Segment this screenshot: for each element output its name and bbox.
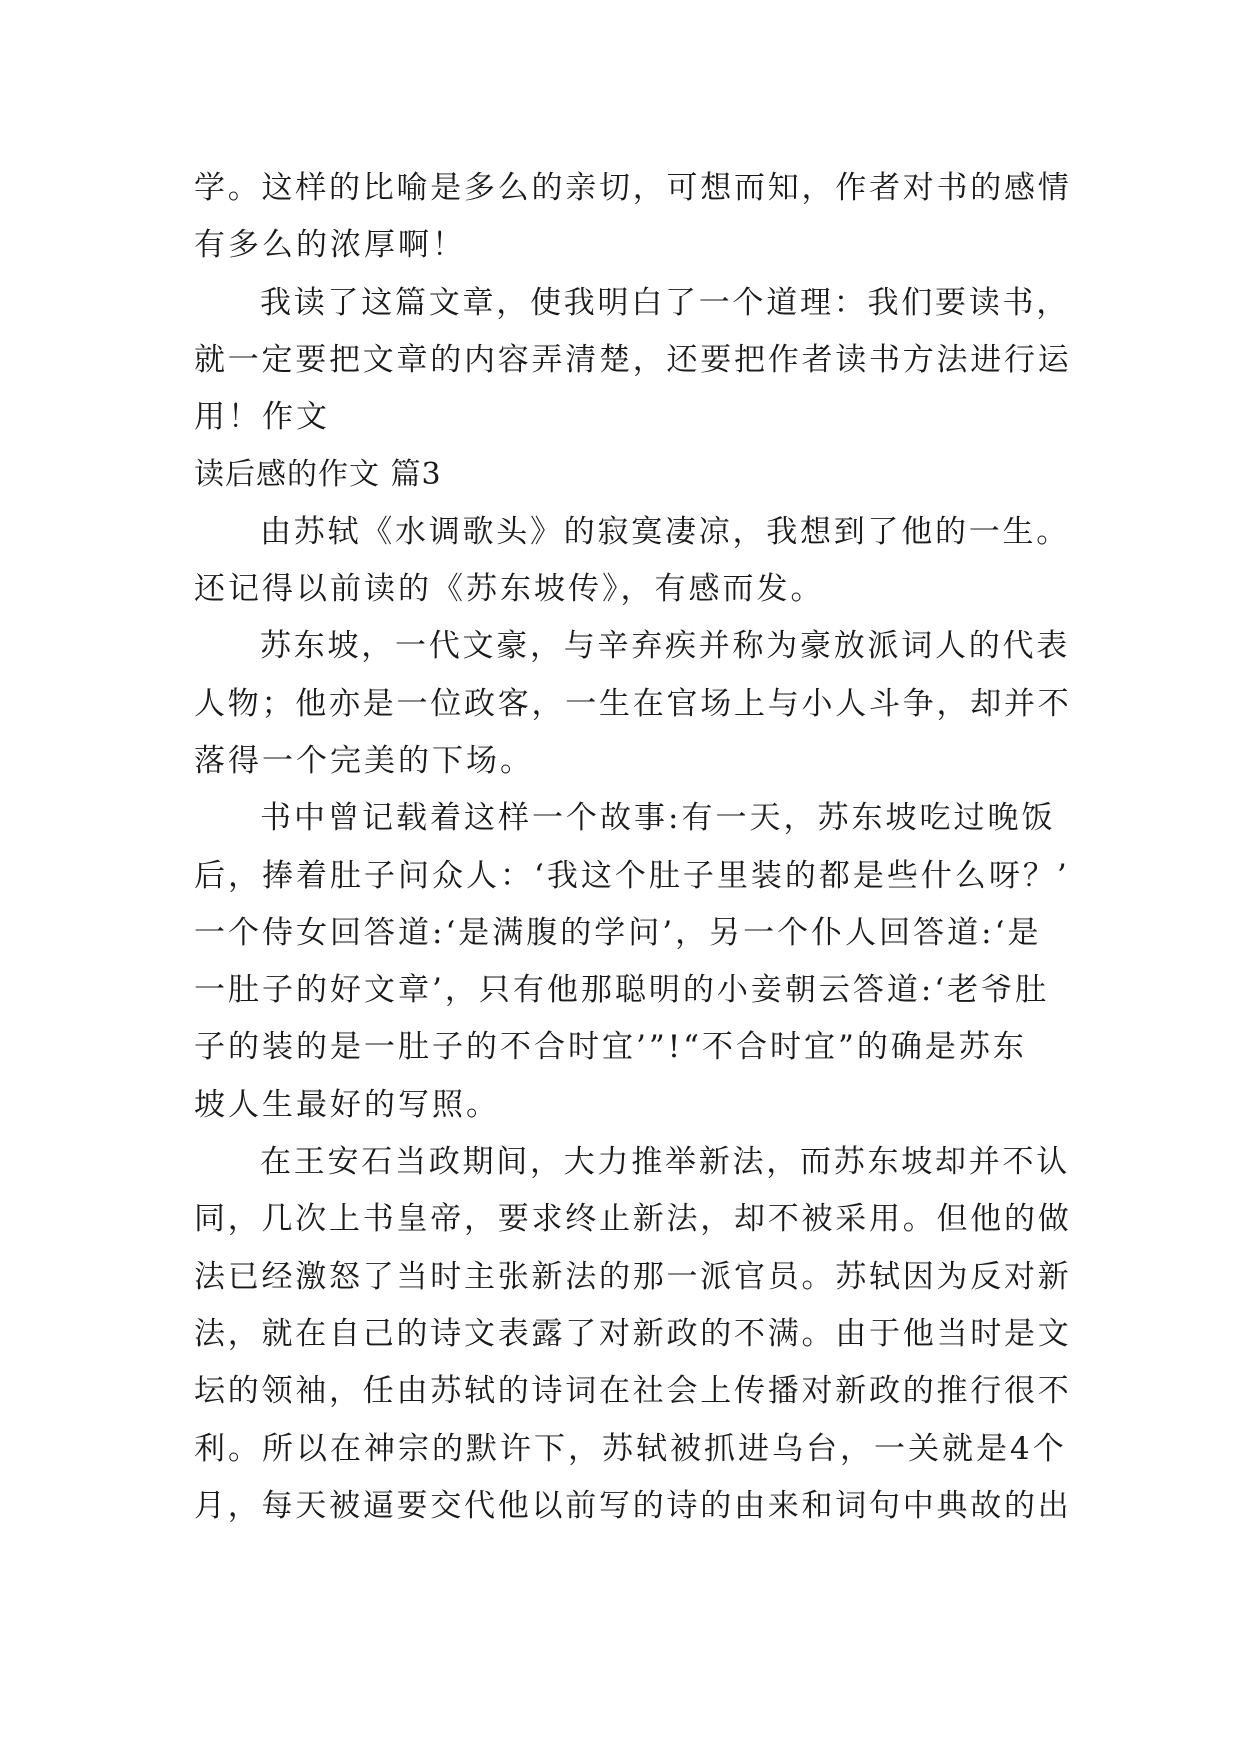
text-line: 就一定要把文章的内容弄清楚，还要把作者读书方法进行运	[194, 341, 1072, 378]
text-line: 学。这样的比喻是多么的亲切，可想而知，作者对书的感情	[194, 170, 1072, 206]
text-line: 子的装的是一肚子的不合时宜’”!“不合时宜”的确是苏东	[194, 1029, 1027, 1066]
text-line: 坛的领袖，任由苏轼的诗词在社会上传播对新政的推行很不	[194, 1373, 1072, 1410]
text-line: 月，每天被逼要交代他以前写的诗的由来和词句中典故的出	[194, 1487, 1072, 1524]
text-line: 还记得以前读的《苏东坡传》，有感而发。	[194, 571, 825, 608]
text-line: 苏东坡，一代文豪，与辛弃疾并称为豪放派词人的代表	[260, 628, 1070, 665]
text-line: 利。所以在神宗的默许下，苏轼被抓进乌台，一关就是4个	[194, 1430, 1067, 1467]
section-heading: 读后感的作文 篇3	[194, 457, 442, 493]
document-body	[194, 160, 1074, 1535]
text-line: 一个侍女回答道:‘是满腹的学问’，另一个仆人回答道:‘是	[194, 914, 1042, 951]
text-line: 由苏轼《水调歌头》的寂寞凄凉，我想到了他的一生。	[260, 513, 1070, 550]
text-line: 法，就在自己的诗文表露了对新政的不满。由于他当时是文	[194, 1315, 1072, 1352]
text-line: 法已经激怒了当时主张新法的那一派官员。苏轼因为反对新	[194, 1258, 1072, 1295]
text-line: 落得一个完美的下场。	[194, 742, 534, 779]
text-line: 一肚子的好文章’，只有他那聪明的小妾朝云答道:‘老爷肚	[194, 972, 1050, 1009]
text-line: 有多么的浓厚啊！	[194, 227, 466, 264]
text-line: 书中曾记载着这样一个故事:有一天，苏东坡吃过晚饭	[260, 800, 1056, 837]
text-line: 我读了这篇文章，使我明白了一个道理：我们要读书，	[260, 284, 1070, 321]
text-line: 坡人生最好的写照。	[194, 1086, 500, 1123]
text-line: 在王安石当政期间，大力推举新法，而苏东坡却并不认	[260, 1144, 1070, 1181]
text-line: 人物；他亦是一位政客，一生在官场上与小人斗争，却并不	[194, 685, 1072, 722]
text-line: 同，几次上书皇帝，要求终止新法，却不被采用。但他的做	[194, 1201, 1072, 1238]
text-line: 用！作文	[194, 399, 330, 436]
text-line: 后，捧着肚子问众人：‘我这个肚子里装的都是些什么呀？’	[194, 857, 1070, 894]
